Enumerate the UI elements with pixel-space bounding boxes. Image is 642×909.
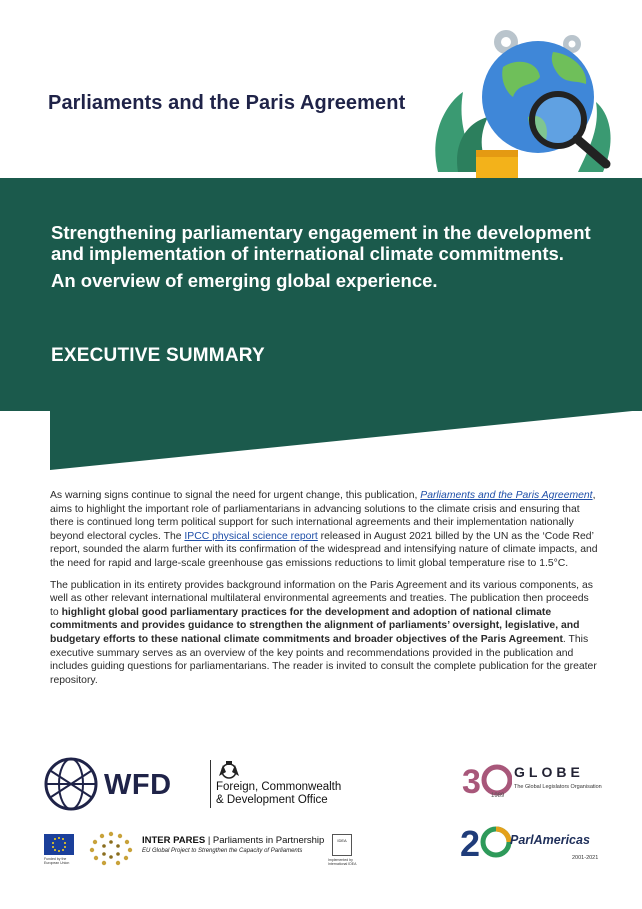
crest-icon	[216, 760, 242, 782]
page-title: Parliaments and the Paris Agreement	[48, 92, 406, 114]
eu-caption: Funded by the European Union	[44, 857, 70, 865]
globe-org-logo	[462, 760, 612, 800]
eu-flag-icon	[44, 834, 74, 855]
p1-text-2: , aims to highlight the important role of parliamentarians in advancing solutions to the climate crisis and ensuring that there is continued long term political support for such international agreements and their implementation nationally beyond electoral cycles. The	[50, 490, 596, 542]
paragraph-2	[50, 579, 598, 688]
fcdo-name	[216, 781, 341, 807]
svg-text:3: 3	[462, 763, 481, 800]
summary-body	[50, 489, 598, 687]
p1-text-3: released in August 2021 billed by the UN as the ‘Code Red’ report, sounded the alarm further with its confirmation of the widespread and intensifying nature of climate impacts, and the need for rapid and large-scale greenhouse gas emissions reductions to limit global temperature rise to 1.5°C.	[50, 530, 598, 569]
wfd-globe-icon	[44, 757, 98, 811]
interpares-logo-strip	[44, 830, 364, 870]
p2-bold-text: highlight global good parliamentary practices for the development and adoption of national climate commitments and provides guidance to strengthen the alignment of parliaments’ oversight, legislative, and budgetary efforts to these national climate commitments and broader objectives of the Paris Agreement	[50, 606, 580, 645]
publication-link[interactable]: Parliaments and the Paris Agreement	[420, 490, 593, 501]
wfd-logo	[44, 757, 184, 813]
globe-wordmark: GLOBE	[514, 764, 584, 780]
parlamericas-years: 2001-2021	[572, 855, 599, 861]
idea-caption: Implemented by International IDEA	[328, 858, 357, 866]
parlamericas-logo	[460, 822, 610, 864]
ipcc-report-link[interactable]: IPCC physical science report	[184, 530, 318, 542]
interpares-name: INTER PARES	[142, 835, 206, 846]
subtitle-line-2: An overview of emerging global experience.	[51, 270, 438, 291]
section-heading: EXECUTIVE SUMMARY	[51, 345, 265, 366]
p2-text-1: The publication in its entirety provides background information on the Paris Agreement and its various components, as well as other relevant international multilateral environmental agreements and treaties. The publication then proceeds to	[50, 579, 593, 618]
interpares-tag: | Parliaments in Partnership	[207, 835, 325, 846]
subtitle-line-1: Strengthening parliamentary engagement in the development and implementation of international climate commitments.	[51, 222, 591, 264]
report-subtitle	[51, 222, 611, 291]
globe-years: 1989	[491, 793, 505, 799]
fcdo-line-1: Foreign, Commonwealth	[216, 781, 342, 793]
magnifier-icon	[532, 94, 606, 164]
title-banner	[0, 178, 642, 411]
paragraph-1	[50, 489, 598, 571]
svg-text:2: 2	[460, 823, 481, 862]
interpares-title	[142, 835, 324, 846]
p1-text-1: As warning signs continue to signal the need for urgent change, this publication,	[50, 490, 421, 501]
parl-20-icon	[460, 822, 512, 862]
interpares-dots-icon	[86, 830, 136, 866]
parlamericas-wordmark: ParlAmericas	[510, 833, 590, 847]
globe-30-icon	[462, 760, 512, 800]
idea-logo: IDEA	[332, 834, 352, 856]
wfd-wordmark: WFD	[104, 769, 172, 801]
globe-illustration	[418, 22, 628, 182]
fcdo-logo	[210, 760, 370, 812]
fcdo-line-2: & Development Office	[216, 794, 328, 806]
fcdo-divider	[210, 760, 211, 808]
banner-tail-shape	[0, 410, 642, 472]
globe-tagline: The Global Legislators Organisation	[514, 784, 602, 790]
p2-text-2: . This executive summary serves as an overview of the key points and recommendations provided in the publication and includes guiding questions for parliamentarians. The reader is invited to consult the complete publication for the greater repository.	[50, 633, 597, 686]
interpares-subtitle: EU Global Project to Strengthen the Capacity of Parliaments	[142, 848, 303, 854]
